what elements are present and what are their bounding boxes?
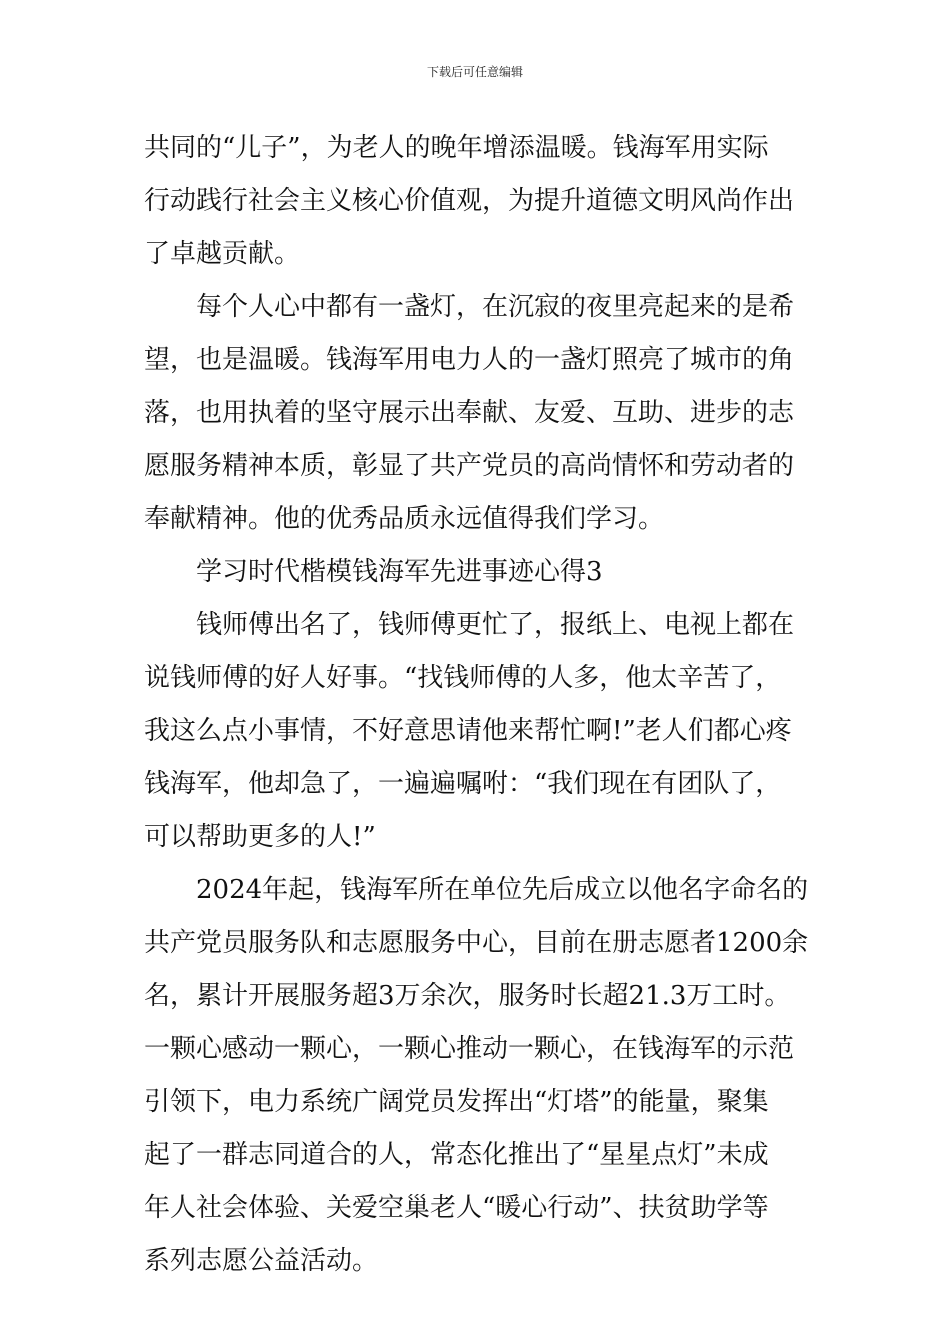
heading-text: 学习时代楷模钱海军先进事迹心得3 [196,557,603,587]
text-line: 落，也用执着的坚守展示出奉献、友爱、互助、进步的志 [144,398,795,428]
text-line: 了卓越贡献。 [144,239,301,269]
document-body [144,122,808,1288]
paragraph-3 [144,599,808,864]
text-line: 共产党员服务队和志愿服务中心，目前在册志愿者1200余 [144,928,809,958]
text-line: 系列志愿公益活动。 [144,1246,379,1276]
text-line: 望，也是温暖。钱海军用电力人的一盏灯照亮了城市的角 [144,345,795,375]
text-line: 年人社会体验、关爱空巢老人“暖心行动”、扶贫助学等 [144,1193,769,1223]
text-line: 每个人心中都有一盏灯，在沉寂的夜里亮起来的是希 [196,292,795,322]
text-line: 钱海军，他却急了，一遍遍嘱咐：“我们现在有团队了， [144,769,782,799]
text-line: 说钱师傅的好人好事。“找钱师傅的人多，他太辛苦了， [144,663,782,693]
text-line: 2024年起，钱海军所在单位先后成立以他名字命名的 [196,875,809,905]
paragraph-1 [144,122,808,281]
text-line: 起了一群志同道合的人，常态化推出了“星星点灯”未成 [144,1140,769,1170]
text-line: 行动践行社会主义核心价值观，为提升道德文明风尚作出 [144,186,795,216]
paragraph-4 [144,864,808,1288]
paragraph-2 [144,281,808,546]
text-line: 可以帮助更多的人!” [144,822,376,852]
page-header-note: 下载后可任意编辑 [426,65,523,79]
text-line: 一颗心感动一颗心，一颗心推动一颗心，在钱海军的示范 [144,1034,795,1064]
text-line: 钱师傅出名了，钱师傅更忙了，报纸上、电视上都在 [196,610,795,640]
text-line: 共同的“儿子”，为老人的晚年增添温暖。钱海军用实际 [144,133,769,163]
text-line: 愿服务精神本质，彰显了共产党员的高尚情怀和劳动者的 [144,451,795,481]
text-line: 引领下，电力系统广阔党员发挥出“灯塔”的能量，聚集 [144,1087,769,1117]
text-line: 我这么点小事情，不好意思请他来帮忙啊!”老人们都心疼 [144,716,792,746]
text-line: 名，累计开展服务超3万余次，服务时长超21.3万工时。 [144,981,791,1011]
section-heading [144,546,808,599]
text-line: 奉献精神。他的优秀品质永远值得我们学习。 [144,504,665,534]
